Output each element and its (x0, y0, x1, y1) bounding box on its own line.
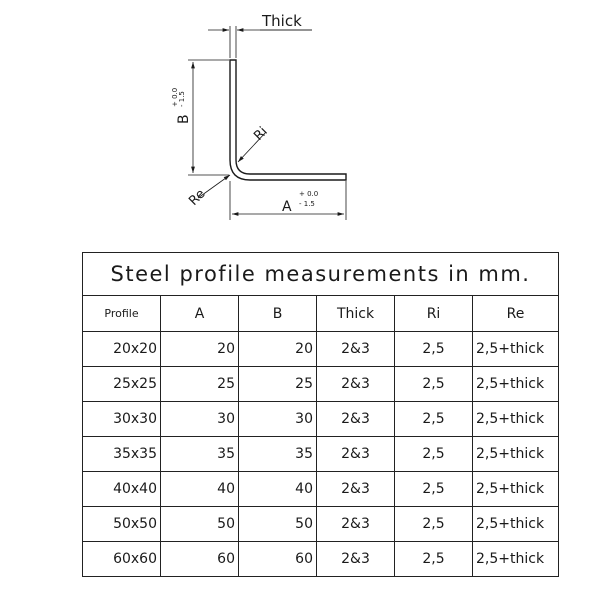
cell-a: 60 (161, 542, 239, 577)
table-row (83, 542, 559, 577)
cell-profile: 30x30 (83, 402, 161, 437)
cell-thick: 2&3 (317, 367, 395, 402)
cell-re: 2,5+thick (473, 332, 559, 367)
cell-re: 2,5+thick (473, 437, 559, 472)
cell-ri: 2,5 (395, 542, 473, 577)
steel-profile-table (82, 252, 559, 577)
cell-ri: 2,5 (395, 332, 473, 367)
cell-re: 2,5+thick (473, 507, 559, 542)
b-label: B (176, 114, 192, 124)
ri-label: Ri (251, 124, 271, 144)
cell-re: 2,5+thick (473, 472, 559, 507)
table-row (83, 437, 559, 472)
table-row (83, 507, 559, 542)
cell-a: 35 (161, 437, 239, 472)
header-profile: Profile (83, 296, 161, 332)
table-row (83, 402, 559, 437)
cell-thick: 2&3 (317, 332, 395, 367)
cell-thick: 2&3 (317, 507, 395, 542)
cell-b: 35 (239, 437, 317, 472)
table-row (83, 472, 559, 507)
a-tolerance-minus: - 1.5 (299, 200, 315, 208)
cell-a: 25 (161, 367, 239, 402)
table-row (83, 332, 559, 367)
cell-thick: 2&3 (317, 542, 395, 577)
cell-ri: 2,5 (395, 402, 473, 437)
thick-label: Thick (262, 12, 302, 30)
cell-b: 20 (239, 332, 317, 367)
cell-b: 40 (239, 472, 317, 507)
b-tolerance-minus: - 1.5 (178, 91, 186, 107)
cell-thick: 2&3 (317, 402, 395, 437)
header-b: B (239, 296, 317, 332)
header-thick: Thick (317, 296, 395, 332)
header-re: Re (473, 296, 559, 332)
table-title-row (83, 253, 559, 296)
header-a: A (161, 296, 239, 332)
cell-re: 2,5+thick (473, 542, 559, 577)
cell-thick: 2&3 (317, 472, 395, 507)
cell-profile: 60x60 (83, 542, 161, 577)
cell-ri: 2,5 (395, 367, 473, 402)
table-header-row (83, 296, 559, 332)
cell-profile: 50x50 (83, 507, 161, 542)
cell-profile: 20x20 (83, 332, 161, 367)
cell-b: 60 (239, 542, 317, 577)
table-row (83, 367, 559, 402)
cell-ri: 2,5 (395, 472, 473, 507)
cell-thick: 2&3 (317, 437, 395, 472)
cell-re: 2,5+thick (473, 367, 559, 402)
cell-a: 50 (161, 507, 239, 542)
b-tolerance-plus: + 0.0 (171, 87, 179, 107)
table-title: Steel profile measurements in mm. (83, 253, 559, 296)
cell-b: 25 (239, 367, 317, 402)
cell-ri: 2,5 (395, 437, 473, 472)
cell-profile: 40x40 (83, 472, 161, 507)
a-label: A (282, 199, 292, 215)
cell-b: 50 (239, 507, 317, 542)
cell-a: 40 (161, 472, 239, 507)
header-ri: Ri (395, 296, 473, 332)
angle-profile-outline (230, 60, 346, 180)
cell-ri: 2,5 (395, 507, 473, 542)
cell-a: 30 (161, 402, 239, 437)
cell-profile: 35x35 (83, 437, 161, 472)
cell-re: 2,5+thick (473, 402, 559, 437)
angle-profile-drawing (0, 0, 600, 250)
cell-profile: 25x25 (83, 367, 161, 402)
re-label: Re (186, 186, 209, 209)
cell-b: 30 (239, 402, 317, 437)
a-tolerance-plus: + 0.0 (299, 190, 319, 198)
cell-a: 20 (161, 332, 239, 367)
